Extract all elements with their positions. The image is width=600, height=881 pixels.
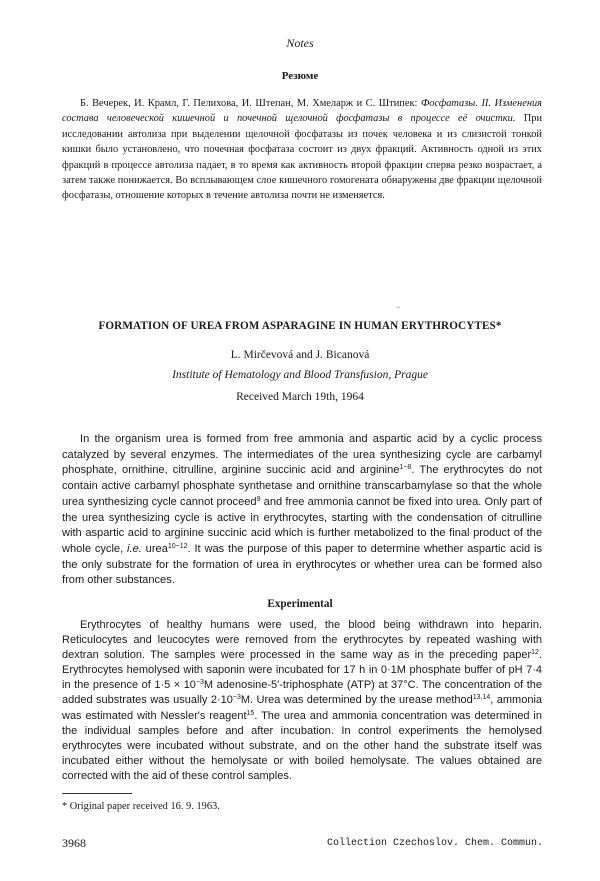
intro-paragraph — [62, 432, 542, 589]
experimental-heading: Experimental — [267, 598, 333, 610]
exp-text: , ammonia was estimated with Nessler's reagent — [62, 694, 543, 722]
resume-authors: Б. Вечерек, И. Крамл, Г. Пелихова, И. Штепан, М. Хмеларж и С. Штипек: — [80, 98, 421, 109]
ie-abbrev: i.e. — [127, 542, 142, 555]
citation: 15 — [246, 709, 255, 717]
exp-text: M. Urea was determined by the urease method — [240, 694, 473, 707]
experimental-paragraph — [62, 618, 542, 784]
stray-mark: ~ — [396, 303, 401, 312]
author-separator: and — [293, 349, 316, 361]
exponent: −3 — [232, 694, 241, 702]
resume-heading: Резюме — [281, 70, 319, 82]
intro-text: In the organism urea is formed from free ammonia and aspartic acid by a cyclic process catalyzed by several enzymes. The intermediates of the urea synthesizing cycle are carbamyl phosphate, ornithine, citrulline, arginine succinic acid and arginine — [62, 433, 542, 477]
running-head: Notes — [286, 36, 314, 50]
intro-text: . It was the purpose of this paper to determine whether aspartic acid is the only substrate for the formation of urea in erythrocytes or whether urea can be formed also from other substances. — [62, 542, 542, 587]
article-title: FORMATION OF UREA FROM ASPARAGINE IN HUMAN ERYTHROCYTES* — [98, 320, 502, 332]
intro-text: and free ammonia cannot be fixed into urea. Only part of the urea synthesizing cycle is active in erythrocytes, starting with the condensation of citrulline with aspartic acid to arginine succinic acid which is further metabolized to the final product of the whole cycle, — [62, 495, 542, 555]
resume-body: При исследовании автолиза при выделении щелочной фосфатазы из почек человека и из слизистой тонкой кишки было установлено, что почечная фосфатаза состоит из двух фракций. Активность одной из этих фракций в процессе автолиза падает, в то время как активность второй фракции сперва резко возрастает, а затем также понижается. Во всплывающем слое кишечного гомогената обнаружены две фракции щелочной фосфатазы, отношение которых в течение автолиза почти не изменяется. — [62, 113, 542, 202]
citation: 1−8 — [399, 464, 412, 472]
citation: 13,14 — [472, 694, 491, 702]
exp-text: . The urea and ammonia concentration was determined in the individual samples before and after incubation. In control experiments the hemolysed erythrocytes were incubated without substrate, and on the other hand the substrate itself was incubated either without the hemolysate or with boiled hemolysate. The values obtained are corrected with the aid of these control samples. — [62, 709, 542, 782]
exponent: −3 — [195, 679, 204, 687]
exp-text: . Erythrocytes hemolysed with saponin were incubated for 17 h in 0·1M phosphate buffer of pH 7·4 in the presence of 1·5 × 10 — [62, 649, 542, 692]
institute-affiliation: Institute of Hematology and Blood Transfusion, Prague — [172, 369, 428, 381]
author-1: L. Mirčevová — [230, 349, 294, 361]
author-2: J. Bicanová — [315, 349, 370, 361]
intro-text: . The erythrocytes do not contain active carbamyl phosphate synthetase and ornithine transcarbamylase so that the whole urea synthesizing cycle cannot proceed — [62, 464, 542, 508]
footnote: * Original paper received 16. 9. 1963. — [62, 801, 220, 812]
citation: 9 — [256, 495, 261, 503]
article-authors — [0, 349, 600, 361]
citation: 12 — [531, 649, 539, 657]
resume-paragraph — [62, 96, 542, 204]
exp-text: Erythrocytes of healthy humans were used, the blood being withdrawn into heparin. Reticulocytes and leucocytes were removed from the erythrocytes by repeated washing with dextran solution. The samples were processed in the same way as in the preceding paper — [62, 619, 542, 662]
resume-title-italic: Фосфатазы. II. Изменения состава человеческой кишечной и почечной щелочной фосфатазы в процессе её очистки. — [62, 98, 542, 125]
page-number: 3968 — [62, 836, 86, 850]
intro-text: urea — [141, 542, 168, 555]
journal-name: Collection Czechoslov. Chem. Commun. — [326, 838, 543, 849]
citation: 10−12 — [167, 542, 188, 550]
exp-text: M adenosine-5′-triphosphate (ATP) at 37°C. The concentration of the added substrates was usually 2·10 — [62, 679, 542, 707]
received-date: Received March 19th, 1964 — [236, 391, 364, 403]
footnote-rule — [62, 793, 132, 794]
